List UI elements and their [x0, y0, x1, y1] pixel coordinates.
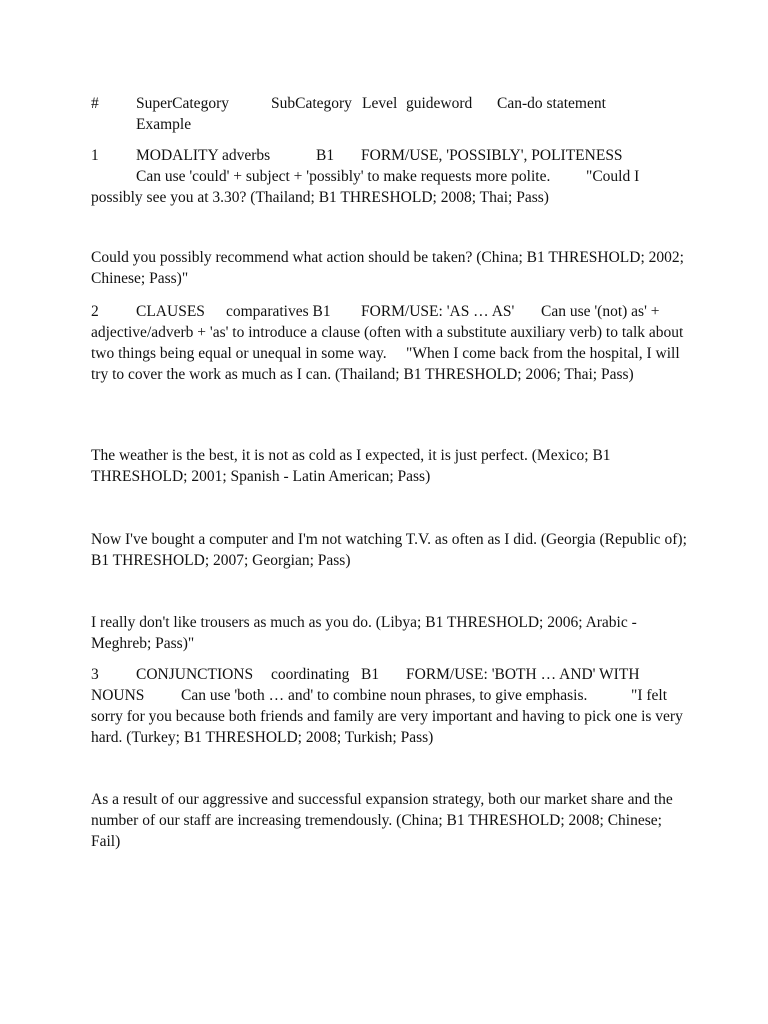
- header-example: Example: [136, 116, 192, 133]
- header-guideword: guideword: [406, 95, 473, 112]
- entry-1-example-1: Could you possibly recommend what action should be taken? (China; B1 THRESHOLD; 2002; Chinese; Pass)": [91, 249, 688, 287]
- header-can-do-statement: Can-do statement: [497, 95, 606, 112]
- entry-2-example-3: I really don't like trousers as much as you do. (Libya; B1 THRESHOLD; 2006; Arabic - Meghreb; Pass)": [91, 614, 641, 652]
- entry-2-example-2: Now I've bought a computer and I'm not watching T.V. as often as I did. (Georgia (Republic of); B1 THRESHOLD; 2007; Georgian; Pass): [91, 531, 691, 569]
- entry-2-text: 2 CLAUSES comparatives B1 FORM/USE: 'AS … AS' Can use '(not) as' + adjective/adverb + 'as' to introduce a clause (often with a substitute auxiliary verb) to talk about two things being equal or unequal in some way. "When I come back from the hospital, I will try to cover the work as much as I can. (Thailand; B1 THRESHOLD; 2006; Thai; Pass): [91, 303, 688, 383]
- header-subcategory: SubCategory: [271, 95, 352, 112]
- header-hash: #: [91, 95, 99, 112]
- entry-3-text: 3 CONJUNCTIONS coordinating B1 FORM/USE: 'BOTH … AND' WITH NOUNS Can use 'both … and' to combine noun phrases, to give emphasis. "I felt sorry for you because both friends and family are very important and having to pick one is very hard. (Turkey; B1 THRESHOLD; 2008; Turkish; Pass): [91, 666, 687, 746]
- entry-1-text: 1 MODALITY adverbs B1 FORM/USE, 'POSSIBLY', POLITENESS Can use 'could' + subject + 'possibly' to make requests more polite. "Could I possibly see you at 3.30? (Thailand; B1 THRESHOLD; 2008; Thai; Pass): [91, 147, 640, 206]
- header-level: Level: [362, 95, 398, 112]
- header-supercategory: SuperCategory: [136, 95, 229, 112]
- entry-3-example-1: As a result of our aggressive and successful expansion strategy, both our market share and the number of our staff are increasing tremendously. (China; B1 THRESHOLD; 2008; Chinese; Fail): [91, 791, 677, 850]
- entry-2-example-1: The weather is the best, it is not as cold as I expected, it is just perfect. (Mexico; B1 THRESHOLD; 2001; Spanish - Latin American; Pass): [91, 447, 615, 485]
